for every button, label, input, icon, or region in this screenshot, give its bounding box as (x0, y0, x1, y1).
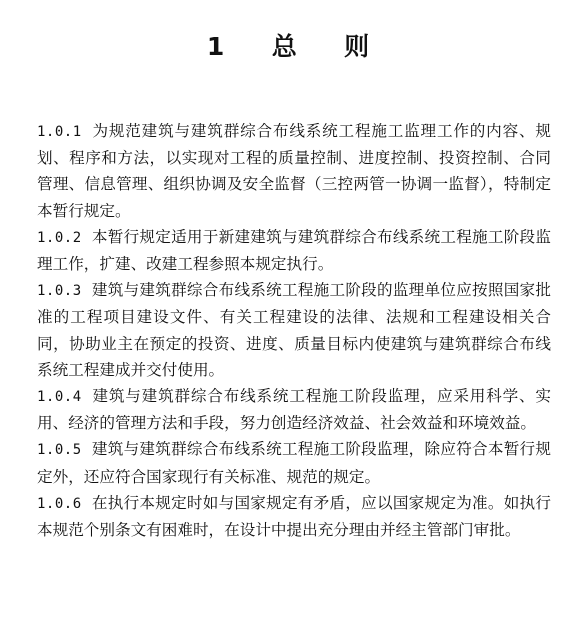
clause-text: 本暂行规定适用于新建建筑与建筑群综合布线系统工程施工阶段监理工作，扩建、改建工程参照本规定执行。 (37, 227, 551, 274)
clause-list (37, 118, 551, 543)
clause-1-0-6 (37, 490, 551, 543)
clause-number: 1.0.3 (37, 283, 82, 300)
clause-text: 建筑与建筑群综合布线系统工程施工阶段监理，应采用科学、实用、经济的管理方法和手段，努力创造经济效益、社会效益和环境效益。 (37, 387, 551, 433)
chapter-title: 1 总 则 (206, 32, 380, 61)
clause-1-0-4 (37, 383, 551, 436)
clause-number: 1.0.1 (37, 124, 82, 140)
clause-number: 1.0.5 (37, 442, 82, 459)
clause-1-0-3 (37, 277, 551, 383)
clause-number: 1.0.6 (37, 495, 82, 512)
clause-number: 1.0.2 (37, 229, 82, 246)
clause-text: 在执行本规定时如与国家规定有矛盾，应以国家规定为准。如执行本规范个别条文有困难时，在设计中提出充分理由并经主管部门审批。 (37, 493, 551, 540)
clause-text: 为规范建筑与建筑群综合布线系统工程施工监理工作的内容、规划、程序和方法，以实现对工程的质量控制、进度控制、投资控制、合同管理、信息管理、组织协调及安全监督（三控两管一协调一监督），特制定本暂行规定。 (37, 122, 551, 220)
clause-1-0-2 (37, 224, 551, 277)
clause-text: 建筑与建筑群综合布线系统工程施工阶段监理，除应符合本暂行规定外，还应符合国家现行有关标准、规范的规定。 (37, 440, 551, 486)
clause-1-0-5 (37, 436, 551, 489)
clause-1-0-1 (37, 118, 551, 224)
clause-text: 建筑与建筑群综合布线系统工程施工阶段的监理单位应按照国家批准的工程项目建设文件、有关工程建设的法律、法规和工程建设相关合同，协助业主在预定的投资、进度、质量目标内使建筑与建筑群综合布线系统工程建成并交付使用。 (37, 281, 551, 379)
clause-number: 1.0.4 (37, 389, 82, 406)
